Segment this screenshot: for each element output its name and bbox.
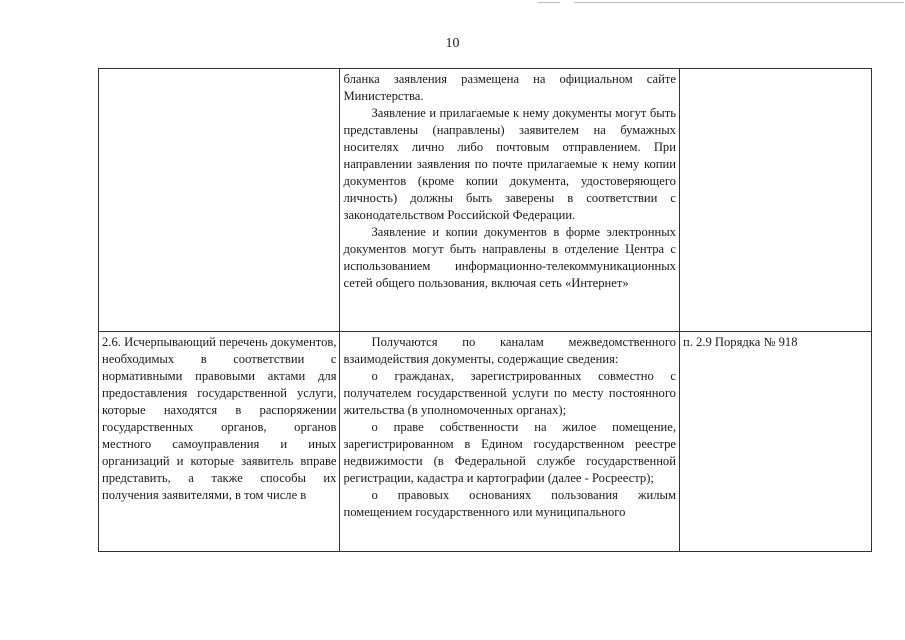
row1-col2-cell (340, 69, 680, 332)
paragraph: о правовых основаниях пользования жилым помещением государственного или муниципального (343, 488, 676, 519)
scan-artifact-line (538, 2, 560, 3)
scan-artifact-line (574, 2, 904, 3)
page-number: 10 (445, 36, 460, 51)
table-row (99, 69, 872, 332)
row1-col1-cell (99, 69, 340, 332)
row2-col2-cell (340, 332, 680, 552)
paragraph: Получаются по каналам межведомственного взаимодействия документы, содержащие сведения: (343, 335, 676, 366)
document-table (98, 68, 872, 552)
row2-col1-cell (99, 332, 340, 552)
table-row (99, 332, 872, 552)
paragraph: бланка заявления размещена на официальном сайте Министерства. (343, 72, 676, 103)
paragraph: о праве собственности на жилое помещение, зарегистрированном в Едином государственном реестре недвижимости (в Федеральной службе государственной регистрации, кадастра и картографии (далее - Росреестр); (343, 420, 676, 485)
row1-col3-cell (679, 69, 871, 332)
paragraph: Заявление и копии документов в форме электронных документов могут быть направлены в отделение Центра с использованием информационно-телекоммуникационных сетей общего пользования, включая сеть «Интернет» (343, 225, 676, 290)
row2-col2-content (343, 334, 676, 521)
legal-reference: п. 2.9 Порядка № 918 (679, 332, 871, 552)
paragraph: Заявление и прилагаемые к нему документы могут быть представлены (направлены) заявителем на бумажных носителях лично либо почтовым отправлением. При направлении заявления по почте прилагаемые к нему копии документов (кроме копии документа, удостоверяющего личность) должны быть заверены в соответствии с законодательством Российской Федерации. (343, 106, 676, 222)
requirement-title: 2.6. Исчерпывающий перечень документов, необходимых в соответствии с нормативными правовыми актами для предоставления государственной услуги, которые находятся в распоряжении государственных органов, органов местного самоуправления и иных организаций и которые заявитель вправе представить, а также способы их получения заявителями, в том числе в (102, 335, 337, 502)
paragraph: о гражданах, зарегистрированных совместно с получателем государственной услуги по месту постоянного жительства (в уполномоченных органах); (343, 369, 676, 417)
